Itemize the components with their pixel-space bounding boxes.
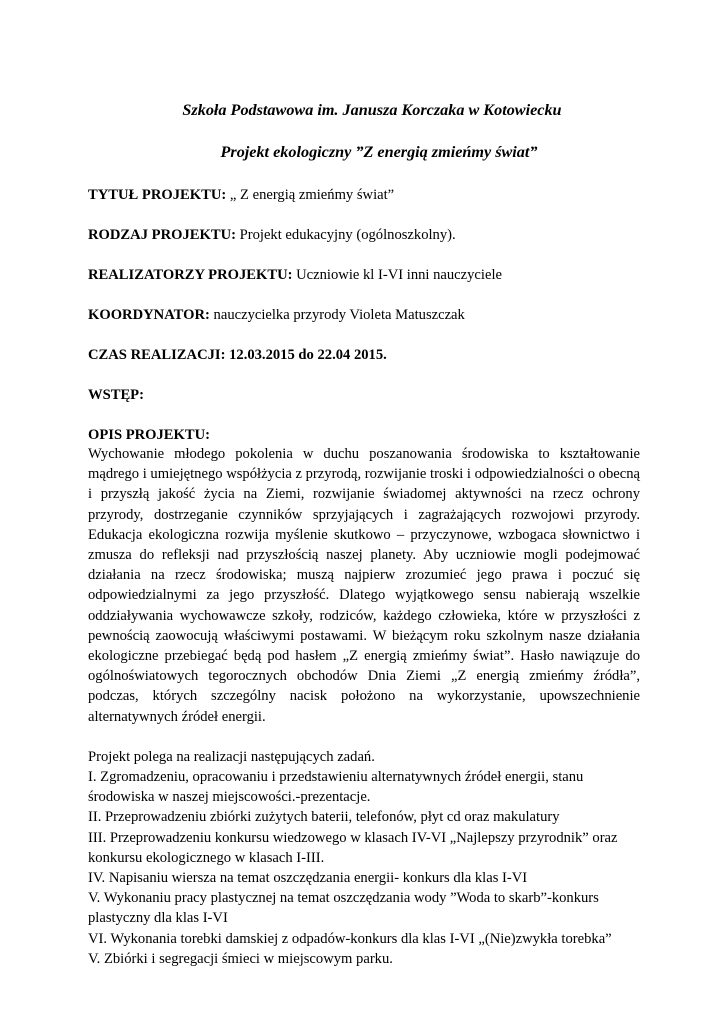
document-page bbox=[88, 100, 640, 969]
field-coordinator-label: KOORDYNATOR: bbox=[88, 307, 210, 323]
task-item: VI. Wykonania torebki damskiej z odpadów-konkurs dla klas I-VI „(Nie)zwykła torebka” bbox=[88, 930, 612, 947]
description-paragraph: Wychowanie młodego pokolenia w duchu poszanowania środowiska to kształtowanie mądrego i umiejętnego współżycia z przyrodą, rozwijanie troski i odpowiedzialności o obecną i przyszłą jakość życia na Ziemi, rozwijanie świadomej aktywności na rzecz ochrony przyrody, dostrzeganie czynników sprzyjających i zagrażających rozwojowi przyrody. Edukacja ekologiczna rozwija myślenie skutkowo – przyczynowe, wzbogaca słownictwo i zmusza do refleksji nad przyszłością naszej planety. Aby uczniowie mogli podejmować działania na rzecz środowiska; muszą najpierw zrozumieć jego prawa i poczuć się odpowiedzialnymi za jego przyszłość. Dlatego wyjątkowego sensu nabierają wszelkie oddziaływania wychowawcze szkoły, rodziców, każdego człowieka, które w przyszłości z pewnością zaowocują właściwymi postawami. W bieżącym roku szkolnym nasze działania ekologiczne przebiegać będą pod hasłem „Z energią zmieńmy świat”. Hasło nawiązuje do ogólnoświatowych tegorocznych obchodów Dnia Ziemi „Z energią zmieńmy źródła”, podczas, których szczególny nacisk położono na wykorzystanie, upowszechnienie alternatywnych źródeł energii. bbox=[88, 446, 640, 725]
task-item: I. Zgromadzeniu, opracowaniu i przedstawieniu alternatywnych źródeł energii, stanu środowiska w naszej miejscowości.-prezentacje. bbox=[88, 769, 584, 806]
task-item: III. Przeprowadzeniu konkursu wiedzowego w klasach IV-VI „Najlepszy przyrodnik” oraz konkursu ekologicznego w klasach I-III. bbox=[88, 829, 618, 866]
field-type-label: RODZAJ PROJEKTU: bbox=[88, 227, 236, 243]
field-title-label: TYTUŁ PROJEKTU: bbox=[88, 187, 227, 203]
task-item: II. Przeprowadzeniu zbiórki zużytych baterii, telefonów, płyt cd oraz makulatury bbox=[88, 809, 560, 826]
project-name-heading: Projekt ekologiczny ”Z energią zmieńmy świat” bbox=[220, 143, 538, 161]
task-item: V. Wykonaniu pracy plastycznej na temat oszczędzania wody ”Woda to skarb”-konkurs plastyczny dla klas I-VI bbox=[88, 890, 599, 927]
task-list-intro: Projekt polega na realizacji następujących zadań. bbox=[88, 748, 375, 765]
field-title-value: „ Z energią zmieńmy świat” bbox=[226, 187, 395, 203]
field-time bbox=[88, 346, 640, 364]
field-title bbox=[88, 186, 640, 204]
field-time-label: CZAS REALIZACJI: 12.03.2015 do 22.04 2015. bbox=[88, 347, 387, 363]
field-authors-label: REALIZATORZY PROJEKTU: bbox=[88, 267, 293, 283]
task-item: IV. Napisaniu wiersza na temat oszczędzania energii- konkurs dla klas I-VI bbox=[88, 870, 528, 887]
intro-title: WSTĘP: bbox=[88, 387, 144, 403]
field-authors-value: Uczniowie kl I-VI inni nauczyciele bbox=[292, 267, 502, 283]
field-coordinator bbox=[88, 306, 640, 324]
task-list bbox=[88, 747, 640, 969]
field-authors bbox=[88, 266, 640, 284]
field-coordinator-value: nauczycielka przyrody Violeta Matuszczak bbox=[209, 307, 465, 323]
field-type bbox=[88, 226, 640, 244]
description-title: OPIS PROJEKTU: bbox=[88, 427, 211, 443]
school-name-heading: Szkoła Podstawowa im. Janusza Korczaka w Kotowiecku bbox=[182, 101, 562, 119]
field-type-value: Projekt edukacyjny (ogólnoszkolny). bbox=[235, 227, 456, 243]
task-item: V. Zbiórki i segregacji śmieci w miejscowym parku. bbox=[88, 950, 393, 967]
